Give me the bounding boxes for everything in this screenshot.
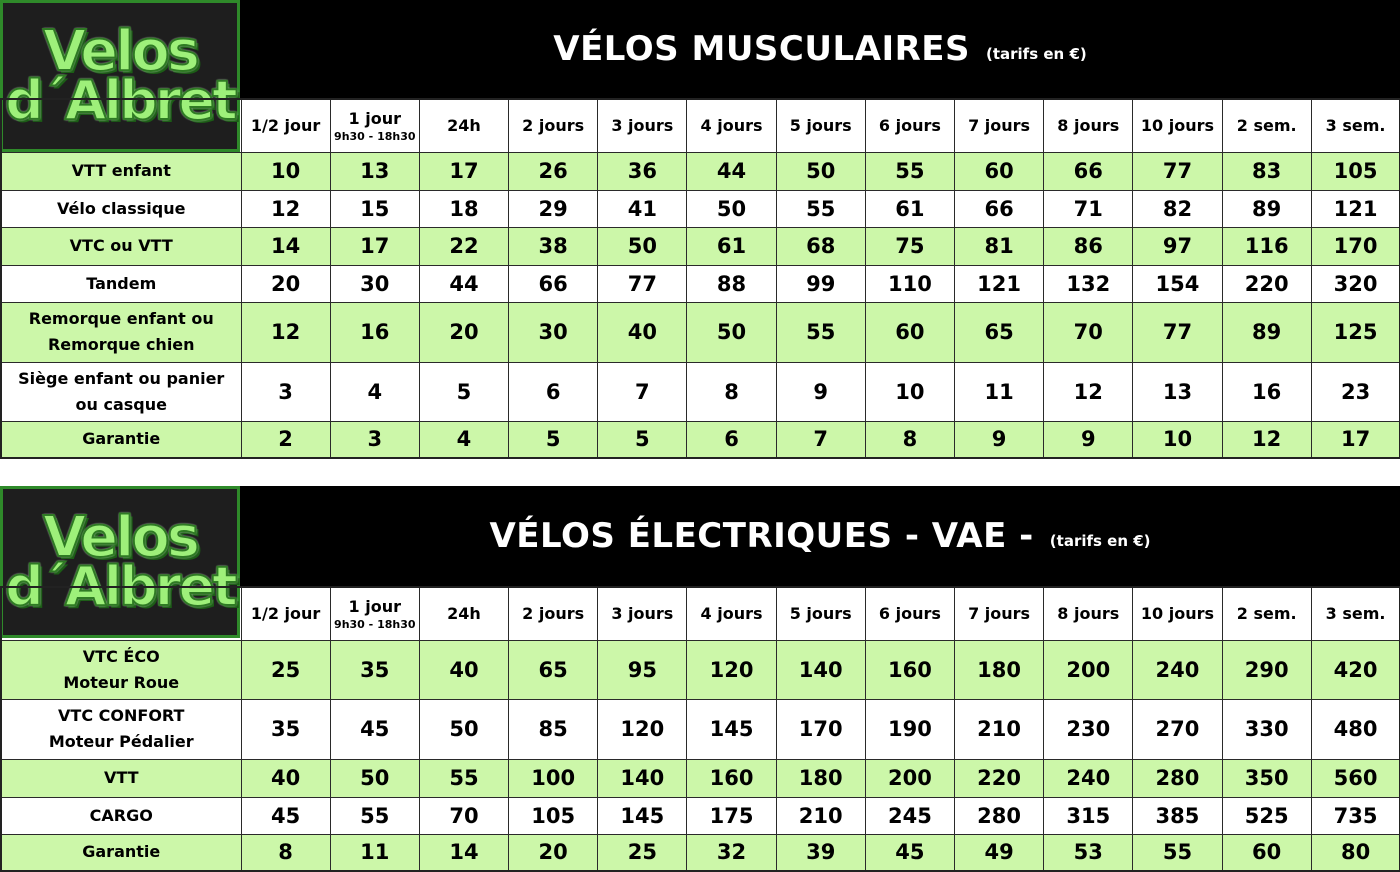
- price-cell: 22: [419, 227, 508, 265]
- price-cell: 16: [1222, 362, 1311, 421]
- price-cell: 53: [1044, 834, 1133, 871]
- price-cell: 12: [1044, 362, 1133, 421]
- column-header: [1133, 587, 1222, 640]
- price-cell: 154: [1133, 265, 1222, 302]
- price-cell: 220: [1222, 265, 1311, 302]
- row-label-line: Vélo classique: [57, 198, 186, 218]
- column-header: [241, 587, 330, 640]
- price-cell: 290: [1222, 640, 1311, 699]
- price-cell: 17: [419, 152, 508, 190]
- row-label-line: Moteur Roue: [63, 672, 180, 692]
- column-header: [419, 99, 508, 152]
- column-header: [1044, 99, 1133, 152]
- price-cell: 11: [330, 834, 419, 871]
- price-cell: 68: [776, 227, 865, 265]
- electriques-section: [0, 486, 1400, 872]
- price-cell: 132: [1044, 265, 1133, 302]
- price-cell: 270: [1133, 699, 1222, 759]
- price-cell: 35: [330, 640, 419, 699]
- price-cell: 145: [598, 797, 687, 834]
- price-cell: 45: [330, 699, 419, 759]
- price-cell: 45: [865, 834, 954, 871]
- row-label-line: Remorque chien: [47, 335, 195, 354]
- column-header-sub: 9h30 - 18h30: [334, 129, 416, 143]
- price-cell: 7: [776, 421, 865, 458]
- column-header-label: 8 jours: [1057, 116, 1120, 136]
- price-cell: 99: [776, 265, 865, 302]
- price-cell: 420: [1311, 640, 1400, 699]
- price-cell: 50: [598, 227, 687, 265]
- column-header: [598, 99, 687, 152]
- price-cell: 38: [509, 227, 598, 265]
- table-row: [1, 152, 1400, 190]
- column-header-label: 10 jours: [1140, 604, 1215, 624]
- price-cell: 315: [1044, 797, 1133, 834]
- price-cell: 9: [1044, 421, 1133, 458]
- price-cell: 10: [241, 152, 330, 190]
- column-header: [955, 99, 1044, 152]
- logo-line2: d´Albret: [5, 555, 235, 618]
- column-header: [598, 587, 687, 640]
- column-header: [1133, 99, 1222, 152]
- price-cell: 55: [776, 302, 865, 362]
- price-cell: 77: [1133, 302, 1222, 362]
- price-cell: 55: [865, 152, 954, 190]
- price-cell: 50: [687, 190, 776, 227]
- price-cell: 7: [598, 362, 687, 421]
- price-cell: 89: [1222, 302, 1311, 362]
- price-cell: 25: [241, 640, 330, 699]
- column-header-label: 2 sem.: [1236, 604, 1297, 624]
- price-cell: 77: [1133, 152, 1222, 190]
- price-cell: 25: [598, 834, 687, 871]
- price-cell: 17: [330, 227, 419, 265]
- price-cell: 83: [1222, 152, 1311, 190]
- column-header: [509, 99, 598, 152]
- price-cell: 50: [419, 699, 508, 759]
- price-cell: 5: [509, 421, 598, 458]
- row-label-line: Remorque enfant ou: [28, 309, 214, 328]
- price-cell: 26: [509, 152, 598, 190]
- row-label-line: Siège enfant ou panier: [18, 368, 225, 388]
- price-cell: 40: [598, 302, 687, 362]
- price-cell: 66: [509, 265, 598, 302]
- price-cell: 9: [776, 362, 865, 421]
- price-cell: 170: [776, 699, 865, 759]
- column-header-label: 24h: [447, 604, 481, 624]
- row-label-line: VTT: [103, 768, 139, 787]
- column-header-label: 24h: [447, 116, 481, 136]
- price-cell: 2: [241, 421, 330, 458]
- table-row: [1, 302, 1400, 362]
- price-cell: 14: [241, 227, 330, 265]
- price-cell: 4: [419, 421, 508, 458]
- price-cell: 560: [1311, 759, 1400, 797]
- price-cell: 20: [509, 834, 598, 871]
- price-cell: 120: [598, 699, 687, 759]
- column-header-label: 4 jours: [700, 116, 763, 136]
- price-cell: 60: [955, 152, 1044, 190]
- price-cell: 20: [241, 265, 330, 302]
- column-header: [330, 587, 419, 640]
- price-cell: 13: [330, 152, 419, 190]
- row-label-line: Tandem: [86, 273, 157, 293]
- price-cell: 116: [1222, 227, 1311, 265]
- column-header: [687, 587, 776, 640]
- price-cell: 86: [1044, 227, 1133, 265]
- price-cell: 5: [598, 421, 687, 458]
- row-label: [1, 797, 241, 834]
- column-header-label: 6 jours: [878, 604, 941, 624]
- price-cell: 50: [776, 152, 865, 190]
- price-cell: 55: [1133, 834, 1222, 871]
- price-cell: 61: [687, 227, 776, 265]
- header-row: [1, 99, 1400, 152]
- column-header: [1222, 99, 1311, 152]
- column-header-label: 2 sem.: [1236, 116, 1297, 136]
- price-cell: 175: [687, 797, 776, 834]
- price-cell: 525: [1222, 797, 1311, 834]
- price-cell: 385: [1133, 797, 1222, 834]
- price-cell: 12: [241, 190, 330, 227]
- column-header-label: 3 sem.: [1325, 116, 1386, 136]
- table-row: [1, 190, 1400, 227]
- table-row: [1, 421, 1400, 458]
- row-label: [1, 152, 241, 190]
- price-cell: 85: [509, 699, 598, 759]
- price-cell: 49: [955, 834, 1044, 871]
- price-cell: 82: [1133, 190, 1222, 227]
- column-header: [330, 99, 419, 152]
- price-cell: 44: [687, 152, 776, 190]
- price-cell: 105: [1311, 152, 1400, 190]
- header-row: [1, 587, 1400, 640]
- table-row: [1, 699, 1400, 759]
- price-cell: 88: [687, 265, 776, 302]
- price-cell: 55: [419, 759, 508, 797]
- column-header-label: 1/2 jour: [250, 116, 321, 136]
- banner-musculaires: [240, 0, 1400, 98]
- table-row: [1, 265, 1400, 302]
- row-label-line: Garantie: [82, 842, 161, 862]
- column-header-label: 1/2 jour: [250, 604, 321, 624]
- price-cell: 200: [1044, 640, 1133, 699]
- row-label-line: VTC ou VTT: [69, 236, 173, 255]
- price-cell: 30: [509, 302, 598, 362]
- table-row: [1, 834, 1400, 871]
- price-cell: 6: [509, 362, 598, 421]
- price-cell: 330: [1222, 699, 1311, 759]
- price-cell: 145: [687, 699, 776, 759]
- price-cell: 60: [865, 302, 954, 362]
- price-cell: 65: [955, 302, 1044, 362]
- price-cell: 210: [955, 699, 1044, 759]
- price-cell: 70: [419, 797, 508, 834]
- row-label-line: CARGO: [89, 805, 153, 825]
- row-label: [1, 699, 241, 759]
- price-cell: 120: [687, 640, 776, 699]
- price-cell: 66: [955, 190, 1044, 227]
- table-row: [1, 797, 1400, 834]
- price-cell: 190: [865, 699, 954, 759]
- price-cell: 200: [865, 759, 954, 797]
- column-header: [776, 99, 865, 152]
- price-cell: 50: [687, 302, 776, 362]
- price-cell: 50: [330, 759, 419, 797]
- table-row: [1, 362, 1400, 421]
- price-cell: 320: [1311, 265, 1400, 302]
- price-cell: 61: [865, 190, 954, 227]
- column-header: [865, 99, 954, 152]
- row-label: [1, 421, 241, 458]
- column-header-label: 1 jour: [348, 596, 402, 616]
- price-cell: 125: [1311, 302, 1400, 362]
- row-label: [1, 190, 241, 227]
- price-cell: 5: [419, 362, 508, 421]
- row-label: [1, 302, 241, 362]
- column-header-label: 5 jours: [789, 604, 852, 624]
- price-cell: 3: [330, 421, 419, 458]
- price-cell: 95: [598, 640, 687, 699]
- column-header-label: 7 jours: [968, 116, 1031, 136]
- column-header-label: 4 jours: [700, 604, 763, 624]
- price-cell: 735: [1311, 797, 1400, 834]
- row-label-line: Garantie: [82, 429, 161, 449]
- price-cell: 240: [1044, 759, 1133, 797]
- price-cell: 8: [687, 362, 776, 421]
- column-header: [955, 587, 1044, 640]
- price-cell: 4: [330, 362, 419, 421]
- logo-line1: Velos: [42, 19, 198, 84]
- column-header: [1044, 587, 1133, 640]
- price-cell: 110: [865, 265, 954, 302]
- price-cell: 29: [509, 190, 598, 227]
- price-cell: 10: [865, 362, 954, 421]
- column-header-label: 10 jours: [1140, 116, 1215, 136]
- price-cell: 280: [1133, 759, 1222, 797]
- row-label: [1, 834, 241, 871]
- price-cell: 10: [1133, 421, 1222, 458]
- price-table-electriques: [0, 586, 1400, 872]
- column-header: [419, 587, 508, 640]
- price-cell: 210: [776, 797, 865, 834]
- price-cell: 55: [330, 797, 419, 834]
- header-blank: [1, 587, 241, 640]
- price-cell: 55: [776, 190, 865, 227]
- price-cell: 12: [1222, 421, 1311, 458]
- price-cell: 11: [955, 362, 1044, 421]
- price-cell: 17: [1311, 421, 1400, 458]
- price-cell: 15: [330, 190, 419, 227]
- price-cell: 3: [241, 362, 330, 421]
- row-label-line: Moteur Pédalier: [48, 732, 194, 751]
- price-cell: 240: [1133, 640, 1222, 699]
- column-header-label: 3 jours: [611, 604, 674, 624]
- price-cell: 97: [1133, 227, 1222, 265]
- banner-electriques: [240, 486, 1400, 586]
- title-electriques: VÉLOS ÉLECTRIQUES - VAE -: [489, 516, 1034, 556]
- row-label-line: VTC ÉCO: [82, 646, 160, 666]
- price-cell: 39: [776, 834, 865, 871]
- price-cell: 6: [687, 421, 776, 458]
- column-header-label: 3 sem.: [1325, 604, 1386, 624]
- column-header: [687, 99, 776, 152]
- price-cell: 8: [241, 834, 330, 871]
- price-cell: 100: [509, 759, 598, 797]
- price-cell: 70: [1044, 302, 1133, 362]
- price-cell: 18: [419, 190, 508, 227]
- price-cell: 14: [419, 834, 508, 871]
- price-cell: 75: [865, 227, 954, 265]
- price-cell: 160: [687, 759, 776, 797]
- price-cell: 280: [955, 797, 1044, 834]
- row-label: [1, 759, 241, 797]
- price-cell: 66: [1044, 152, 1133, 190]
- column-header: [509, 587, 598, 640]
- column-header-label: 1 jour: [348, 108, 402, 128]
- price-cell: 80: [1311, 834, 1400, 871]
- price-cell: 23: [1311, 362, 1400, 421]
- price-cell: 71: [1044, 190, 1133, 227]
- column-header-label: 8 jours: [1057, 604, 1120, 624]
- price-cell: 65: [509, 640, 598, 699]
- column-header-label: 2 jours: [522, 116, 585, 136]
- column-header: [1311, 99, 1400, 152]
- price-cell: 220: [955, 759, 1044, 797]
- price-cell: 41: [598, 190, 687, 227]
- column-header: [241, 99, 330, 152]
- row-label-line: VTT enfant: [71, 161, 171, 180]
- price-cell: 140: [598, 759, 687, 797]
- price-cell: 36: [598, 152, 687, 190]
- price-cell: 160: [865, 640, 954, 699]
- column-header: [865, 587, 954, 640]
- column-header-sub: 9h30 - 18h30: [334, 617, 416, 631]
- row-label: [1, 227, 241, 265]
- price-cell: 32: [687, 834, 776, 871]
- price-cell: 60: [1222, 834, 1311, 871]
- price-cell: 40: [419, 640, 508, 699]
- price-cell: 170: [1311, 227, 1400, 265]
- price-cell: 44: [419, 265, 508, 302]
- price-table-musculaires: [0, 98, 1400, 459]
- price-cell: 105: [509, 797, 598, 834]
- row-label: [1, 362, 241, 421]
- price-cell: 12: [241, 302, 330, 362]
- column-header-label: 6 jours: [878, 116, 941, 136]
- row-label: [1, 265, 241, 302]
- row-label: [1, 640, 241, 699]
- price-cell: 35: [241, 699, 330, 759]
- price-cell: 121: [1311, 190, 1400, 227]
- price-cell: 230: [1044, 699, 1133, 759]
- price-cell: 180: [776, 759, 865, 797]
- price-cell: 13: [1133, 362, 1222, 421]
- price-cell: 140: [776, 640, 865, 699]
- column-header-label: 3 jours: [611, 116, 674, 136]
- price-cell: 89: [1222, 190, 1311, 227]
- column-header: [1311, 587, 1400, 640]
- price-cell: 20: [419, 302, 508, 362]
- logo-line1: Velos: [42, 505, 198, 570]
- price-cell: 8: [865, 421, 954, 458]
- row-label-line: ou casque: [75, 394, 167, 414]
- price-cell: 350: [1222, 759, 1311, 797]
- table-row: [1, 227, 1400, 265]
- header-blank: [1, 99, 241, 152]
- price-cell: 30: [330, 265, 419, 302]
- price-cell: 9: [955, 421, 1044, 458]
- subtitle-musculaires: (tarifs en €): [986, 45, 1087, 63]
- column-header: [1222, 587, 1311, 640]
- price-cell: 45: [241, 797, 330, 834]
- subtitle-electriques: (tarifs en €): [1049, 532, 1151, 550]
- column-header-label: 7 jours: [968, 604, 1031, 624]
- column-header-label: 5 jours: [789, 116, 852, 136]
- price-cell: 81: [955, 227, 1044, 265]
- price-cell: 480: [1311, 699, 1400, 759]
- column-header: [776, 587, 865, 640]
- price-cell: 77: [598, 265, 687, 302]
- price-cell: 40: [241, 759, 330, 797]
- price-cell: 121: [955, 265, 1044, 302]
- price-cell: 245: [865, 797, 954, 834]
- title-musculaires: VÉLOS MUSCULAIRES: [553, 29, 970, 69]
- price-cell: 180: [955, 640, 1044, 699]
- row-label-line: VTC CONFORT: [58, 706, 185, 725]
- table-row: [1, 759, 1400, 797]
- price-cell: 16: [330, 302, 419, 362]
- column-header-label: 2 jours: [522, 604, 585, 624]
- table-row: [1, 640, 1400, 699]
- logo-line2: d´Albret: [5, 69, 235, 132]
